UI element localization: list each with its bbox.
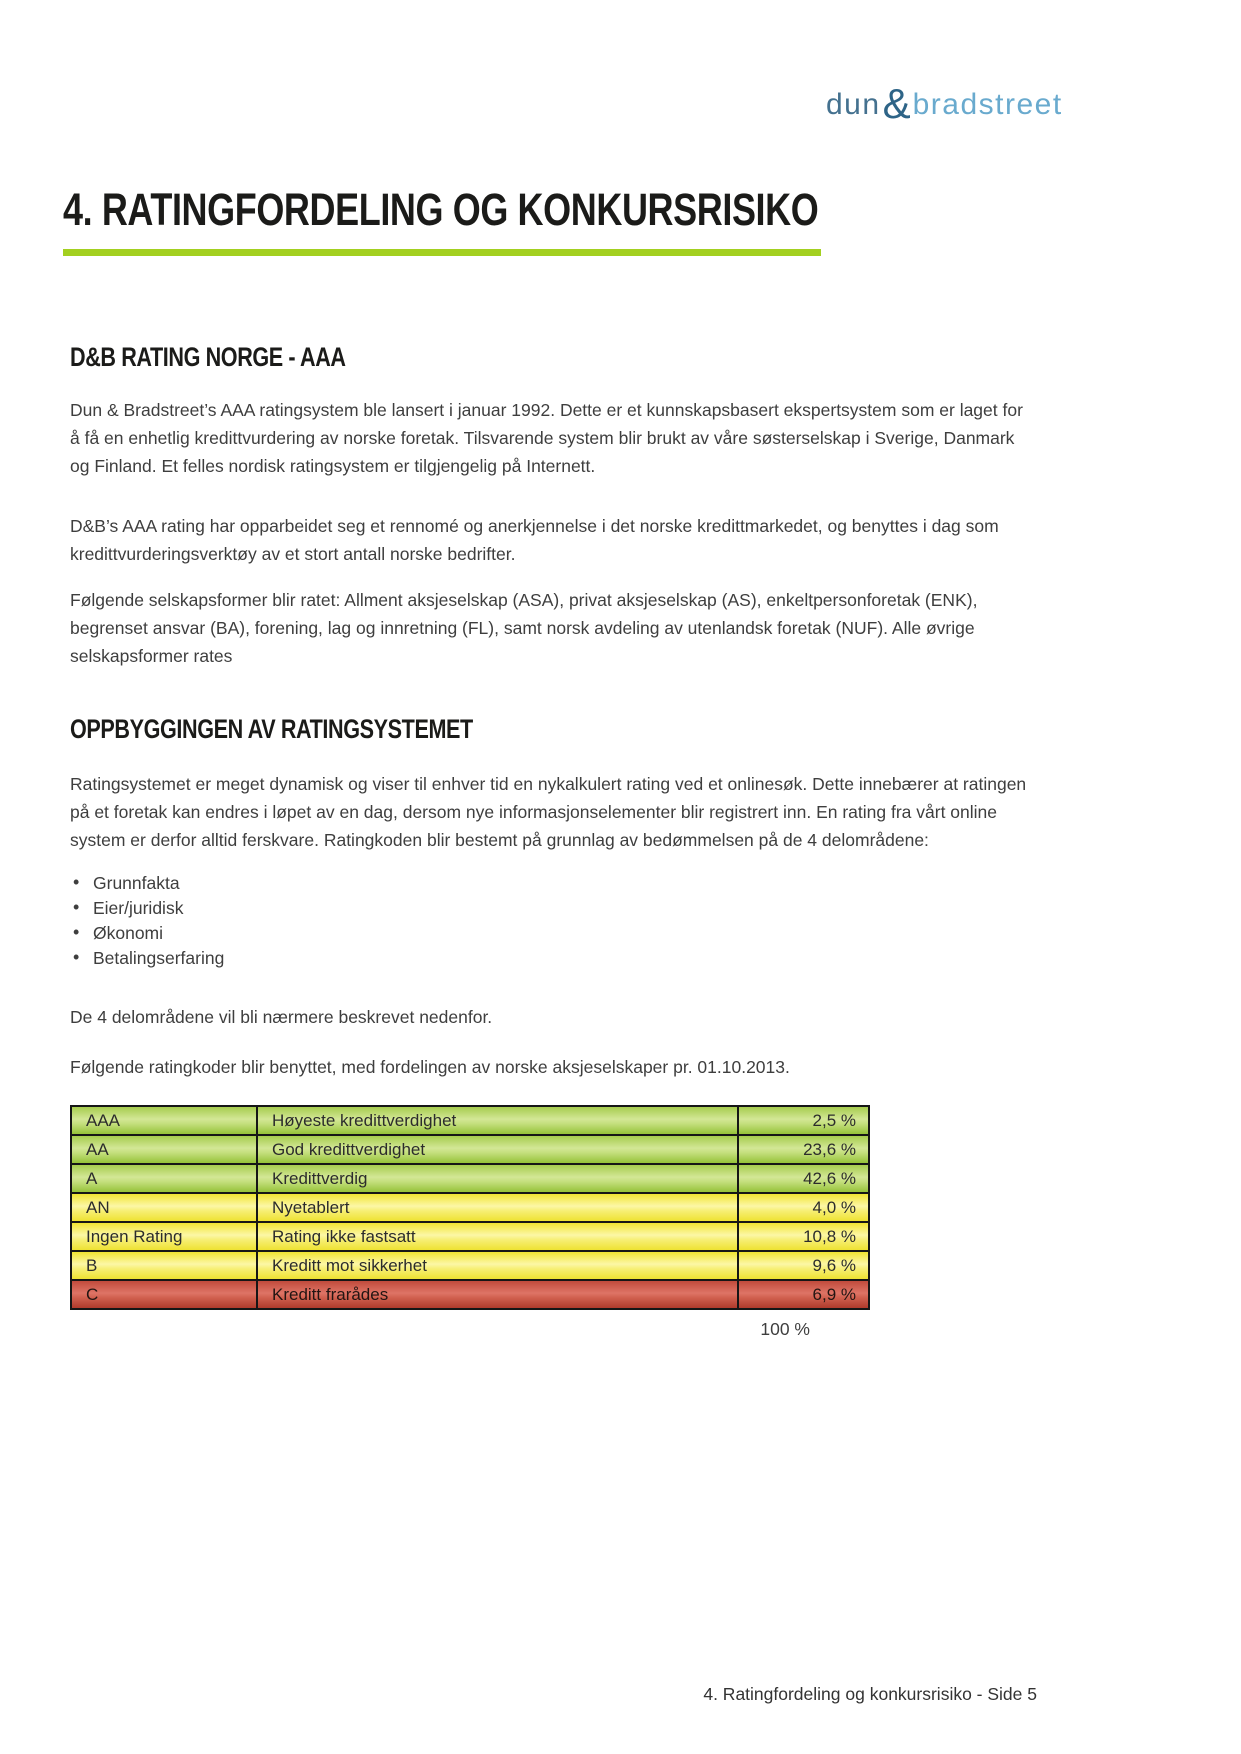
paragraph: D&B’s AAA rating har opparbeidet seg et rennomé og anerkjennelse i det norske kredittmarkedet, og benyttes i dag som kredittvurderingsverktøy av et stort antall norske bedrifter. (70, 516, 999, 565)
rating-percentage: 42,6 % (738, 1164, 869, 1193)
table-row (71, 1106, 869, 1135)
list-item: • Grunnfakta (70, 871, 1241, 896)
rating-code: B (71, 1251, 257, 1280)
table-row (71, 1280, 869, 1309)
list-item: • Eier/juridisk (70, 896, 1241, 921)
rating-percentage: 10,8 % (738, 1222, 869, 1251)
rating-description: Kreditt frarådes (257, 1280, 738, 1309)
paragraph: Følgende ratingkoder blir benyttet, med fordelingen av norske aksjeselskaper pr. 01.10.2013. (70, 1057, 790, 1078)
logo-bradstreet-text: bradstreet (912, 88, 1063, 121)
rating-percentage: 23,6 % (738, 1135, 869, 1164)
rating-code: AAA (71, 1106, 257, 1135)
paragraph: Ratingsystemet er meget dynamisk og viser til enhver tid en nykalkulert rating ved et onlinesøk. Dette innebærer at ratingen på et foretak kan endres i løpet av en dag, dersom nye informasjonselementer blir registrert inn. En rating fra vårt online system er derfor alltid ferskvare. Ratingkoden blir bestemt på grunnlag av bedømmelsen på de 4 delområdene: (70, 773, 1027, 850)
rating-percentage: 4,0 % (738, 1193, 869, 1222)
title-underline (63, 249, 821, 256)
subarea-list (70, 871, 1241, 971)
list-item: • Økonomi (70, 921, 1241, 946)
paragraph: Dun & Bradstreet’s AAA ratingsystem ble lansert i januar 1992. Dette er et kunnskapsbasert ekspertsystem som er laget for å få en enhetlig kredittvurdering av norske foretak. Tilsvarende system blir brukt av våre søsterselskap i Sverige, Danmark og Finland. Et felles nordisk ratingsystem er tilgjengelig på Internett. (70, 400, 1023, 477)
paragraph: Følgende selskapsformer blir ratet: Allment aksjeselskap (ASA), privat aksjeselskap (AS), enkeltpersonforetak (ENK), begrenset ansvar (BA), forening, lag og innretning (FL), samt norsk avdeling av utenlandsk foretak (NUF). Alle øvrige selskapsformer rates (70, 589, 978, 666)
section-heading-oppbyggingen: OPPBYGGINGEN AV RATINGSYSTEMET (70, 713, 473, 744)
table-row (71, 1164, 869, 1193)
dun-bradstreet-logo (826, 76, 1063, 127)
table-row (71, 1251, 869, 1280)
rating-description: Kredittverdig (257, 1164, 738, 1193)
logo-dun-text: dun (826, 88, 881, 121)
table-row (71, 1193, 869, 1222)
rating-code: AA (71, 1135, 257, 1164)
rating-code: C (71, 1280, 257, 1309)
logo-ampersand-icon: & (882, 80, 911, 127)
rating-percentage: 9,6 % (738, 1251, 869, 1280)
table-row (71, 1222, 869, 1251)
rating-code: AN (71, 1193, 257, 1222)
list-item: • Betalingserfaring (70, 946, 1241, 971)
table-row (71, 1135, 869, 1164)
rating-percentage: 2,5 % (738, 1106, 869, 1135)
paragraph: De 4 delområdene vil bli nærmere beskrevet nedenfor. (70, 1007, 493, 1028)
page-title (63, 186, 1241, 233)
rating-percentage: 6,9 % (738, 1280, 869, 1309)
rating-description: Rating ikke fastsatt (257, 1222, 738, 1251)
rating-description: Høyeste kredittverdighet (257, 1106, 738, 1135)
rating-distribution-table (70, 1105, 870, 1310)
section-heading-db-rating-norge: D&B RATING NORGE - AAA (70, 342, 346, 373)
rating-code: A (71, 1164, 257, 1193)
rating-description: God kredittverdighet (257, 1135, 738, 1164)
rating-code: Ingen Rating (71, 1222, 257, 1251)
rating-description: Kreditt mot sikkerhet (257, 1251, 738, 1280)
table-total: 100 % (760, 1319, 810, 1340)
page-footer: 4. Ratingfordeling og konkursrisiko - Side 5 (703, 1684, 1037, 1704)
page-title-text: 4. RATINGFORDELING OG KONKURSRISIKO (63, 184, 819, 235)
rating-description: Nyetablert (257, 1193, 738, 1222)
